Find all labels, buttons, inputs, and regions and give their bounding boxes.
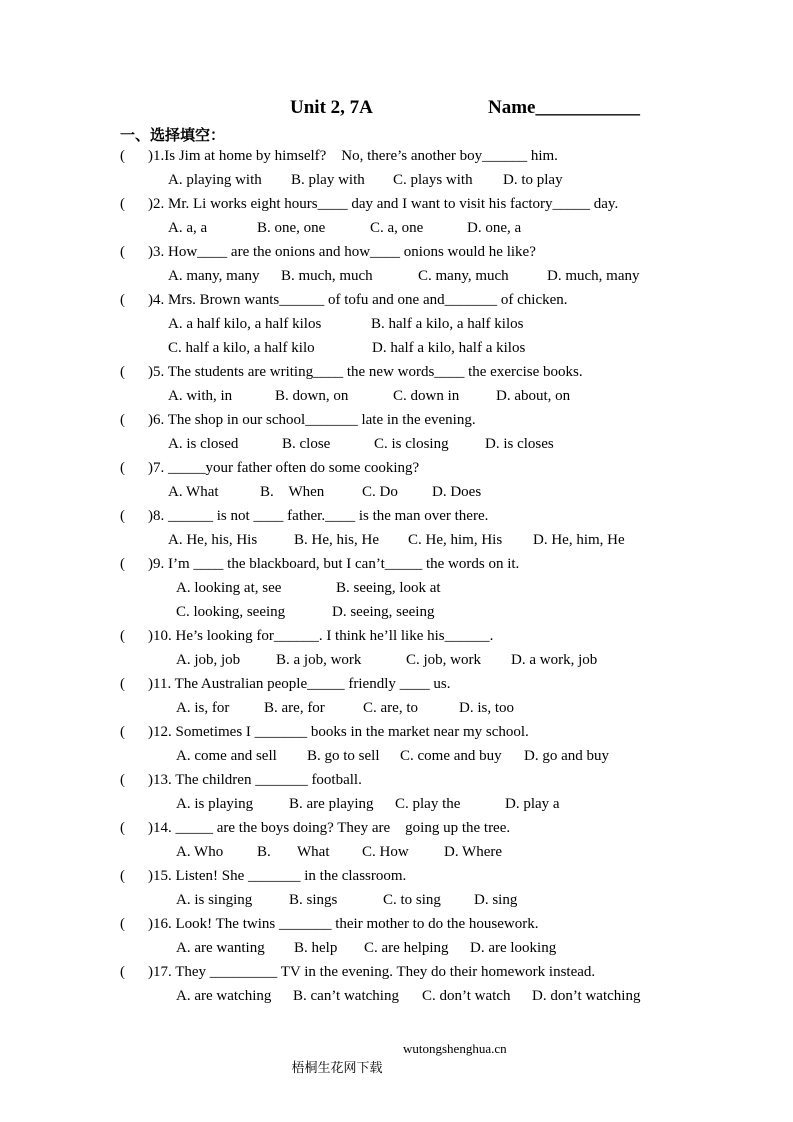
answer-blank[interactable]: (	[120, 148, 125, 164]
name-field-label: Name___________	[488, 97, 640, 118]
answer-option: D. seeing, seeing	[332, 604, 435, 620]
question-8	[0, 508, 793, 530]
answer-option: C. is closing	[374, 436, 449, 452]
answer-option: C. a, one	[370, 220, 424, 236]
question-text: )9. I’m ____ the blackboard, but I can’t_____ the words on it.	[148, 556, 520, 572]
question-text: )10. He’s looking for______. I think he’ll like his______.	[148, 628, 494, 644]
options-row	[0, 268, 793, 290]
answer-option: A. What	[168, 484, 219, 500]
question-text: )17. They _________ TV in the evening. They do their homework instead.	[148, 964, 596, 980]
question-text: )13. The children _______ football.	[148, 772, 362, 788]
answer-option: D. is, too	[459, 700, 515, 716]
page-title: Unit 2, 7A	[290, 97, 373, 118]
answer-option: C. down in	[393, 388, 460, 404]
answer-blank[interactable]: (	[120, 964, 125, 980]
answer-blank[interactable]: (	[120, 916, 125, 932]
answer-option: A. are wanting	[176, 940, 265, 956]
options-row	[0, 436, 793, 458]
answer-blank[interactable]: (	[120, 820, 125, 836]
answer-option: A. playing with	[168, 172, 262, 188]
answer-blank[interactable]: (	[120, 556, 125, 572]
options-row	[0, 532, 793, 554]
options-row	[0, 988, 793, 1010]
question-text: )7. _____your father often do some cooking?	[148, 460, 420, 476]
answer-option: D. don’t watching	[532, 988, 641, 1004]
page-footer	[285, 1041, 507, 1092]
answer-option: C. come and buy	[400, 748, 502, 764]
answer-option: B. are, for	[264, 700, 325, 716]
answer-blank[interactable]: (	[120, 244, 125, 260]
options-row	[0, 484, 793, 506]
answer-option: C. He, him, His	[408, 532, 503, 548]
answer-option: B.	[257, 844, 271, 860]
question-9	[0, 556, 793, 578]
answer-option: A. is playing	[176, 796, 254, 812]
question-3	[0, 244, 793, 266]
question-7	[0, 460, 793, 482]
question-12	[0, 724, 793, 746]
answer-blank[interactable]: (	[120, 868, 125, 884]
answer-option: C. job, work	[406, 652, 481, 668]
question-text: )2. Mr. Li works eight hours____ day and I want to visit his factory_____ day.	[148, 196, 619, 212]
question-text: )6. The shop in our school_______ late in the evening.	[148, 412, 476, 428]
section-heading: 一、选择填空：	[120, 126, 226, 144]
options-row	[0, 388, 793, 410]
options-row	[0, 604, 793, 626]
question-6	[0, 412, 793, 434]
question-10	[0, 628, 793, 650]
answer-blank[interactable]: (	[120, 412, 125, 428]
question-text: )12. Sometimes I _______ books in the market near my school.	[148, 724, 529, 740]
answer-option: D. He, him, He	[533, 532, 625, 548]
options-row	[0, 748, 793, 770]
options-row	[0, 652, 793, 674]
answer-option: B. He, his, He	[294, 532, 379, 548]
options-row	[0, 220, 793, 242]
answer-option: B. can’t watching	[293, 988, 399, 1004]
answer-option: B. a job, work	[276, 652, 362, 668]
answer-option: D. a work, job	[511, 652, 598, 668]
answer-option: D. half a kilo, half a kilos	[372, 340, 526, 356]
answer-option: C. to sing	[383, 892, 441, 908]
answer-option: D. to play	[503, 172, 563, 188]
question-11	[0, 676, 793, 698]
answer-option: B. When	[260, 484, 325, 500]
question-2	[0, 196, 793, 218]
question-13	[0, 772, 793, 794]
answer-blank[interactable]: (	[120, 628, 125, 644]
answer-option: A. Who	[176, 844, 224, 860]
question-1	[0, 148, 793, 170]
answer-option: A. a half kilo, a half kilos	[168, 316, 322, 332]
footer-url: wutongshenghua.cn	[403, 1041, 507, 1056]
options-row	[0, 340, 793, 362]
question-16	[0, 916, 793, 938]
question-15	[0, 868, 793, 890]
answer-option: C. plays with	[393, 172, 473, 188]
options-row	[0, 172, 793, 194]
options-row	[0, 892, 793, 914]
footer-site-name: 梧桐生花网下载	[291, 1061, 383, 1076]
answer-option: A. is, for	[176, 700, 230, 716]
answer-option: C. How	[362, 844, 409, 860]
options-row	[0, 700, 793, 722]
answer-option: B. close	[282, 436, 331, 452]
answer-blank[interactable]: (	[120, 364, 125, 380]
answer-option: B. one, one	[257, 220, 326, 236]
question-text: )4. Mrs. Brown wants______ of tofu and one and_______ of chicken.	[148, 292, 568, 308]
question-text: )8. ______ is not ____ father.____ is the man over there.	[148, 508, 489, 524]
question-5	[0, 364, 793, 386]
answer-option: B. help	[294, 940, 338, 956]
answer-option: D. are looking	[470, 940, 557, 956]
answer-option: A. is singing	[176, 892, 253, 908]
question-4	[0, 292, 793, 314]
answer-option: B. seeing, look at	[336, 580, 441, 596]
answer-blank[interactable]: (	[120, 196, 125, 212]
answer-option: A. a, a	[168, 220, 208, 236]
answer-blank[interactable]: (	[120, 292, 125, 308]
answer-option: D. Does	[432, 484, 482, 500]
answer-blank[interactable]: (	[120, 772, 125, 788]
answer-option: C. play the	[395, 796, 461, 812]
answer-option: A. with, in	[168, 388, 233, 404]
answer-option: D. much, many	[547, 268, 640, 284]
answer-option: D. sing	[474, 892, 518, 908]
answer-option: D. go and buy	[524, 748, 609, 764]
question-text: )1.Is Jim at home by himself? No, there’s another boy______ him.	[148, 148, 558, 164]
question-text: )16. Look! The twins _______ their mother to do the housework.	[148, 916, 539, 932]
answer-option: D. about, on	[496, 388, 571, 404]
answer-option: C. don’t watch	[422, 988, 511, 1004]
options-row	[0, 580, 793, 602]
answer-option: C. looking, seeing	[176, 604, 286, 620]
answer-option: B. go to sell	[307, 748, 380, 764]
answer-option: C. are, to	[363, 700, 418, 716]
answer-option: D. one, a	[467, 220, 522, 236]
answer-option: B. are playing	[289, 796, 374, 812]
answer-option: C. many, much	[418, 268, 509, 284]
question-text: )11. The Australian people_____ friendly ____ us.	[148, 676, 451, 692]
answer-blank[interactable]: (	[120, 724, 125, 740]
answer-option: A. many, many	[168, 268, 260, 284]
answer-option: B. play with	[291, 172, 365, 188]
answer-option: B. sings	[289, 892, 338, 908]
answer-option: B. half a kilo, a half kilos	[371, 316, 524, 332]
answer-option: D. play a	[505, 796, 560, 812]
answer-option: A. He, his, His	[168, 532, 258, 548]
answer-blank[interactable]: (	[120, 508, 125, 524]
answer-option: D. Where	[444, 844, 503, 860]
answer-option: B. much, much	[281, 268, 373, 284]
options-row	[0, 844, 793, 866]
question-text: )5. The students are writing____ the new words____ the exercise books.	[148, 364, 583, 380]
question-17	[0, 964, 793, 986]
answer-option: What	[297, 844, 330, 860]
answer-option: C. Do	[362, 484, 398, 500]
answer-option: A. job, job	[176, 652, 241, 668]
answer-option: D. is closes	[485, 436, 554, 452]
answer-option: C. half a kilo, a half kilo	[168, 340, 315, 356]
answer-option: A. are watching	[176, 988, 272, 1004]
answer-option: A. looking at, see	[176, 580, 282, 596]
answer-blank[interactable]: (	[120, 460, 125, 476]
question-text: )15. Listen! She _______ in the classroom.	[148, 868, 407, 884]
question-text: )14. _____ are the boys doing? They are going up the tree.	[148, 820, 511, 836]
answer-blank[interactable]: (	[120, 676, 125, 692]
options-row	[0, 316, 793, 338]
options-row	[0, 796, 793, 818]
question-text: )3. How____ are the onions and how____ onions would he like?	[148, 244, 536, 260]
options-row	[0, 940, 793, 962]
answer-option: A. is closed	[168, 436, 239, 452]
question-14	[0, 820, 793, 842]
answer-option: A. come and sell	[176, 748, 277, 764]
answer-option: B. down, on	[275, 388, 349, 404]
answer-option: C. are helping	[364, 940, 449, 956]
